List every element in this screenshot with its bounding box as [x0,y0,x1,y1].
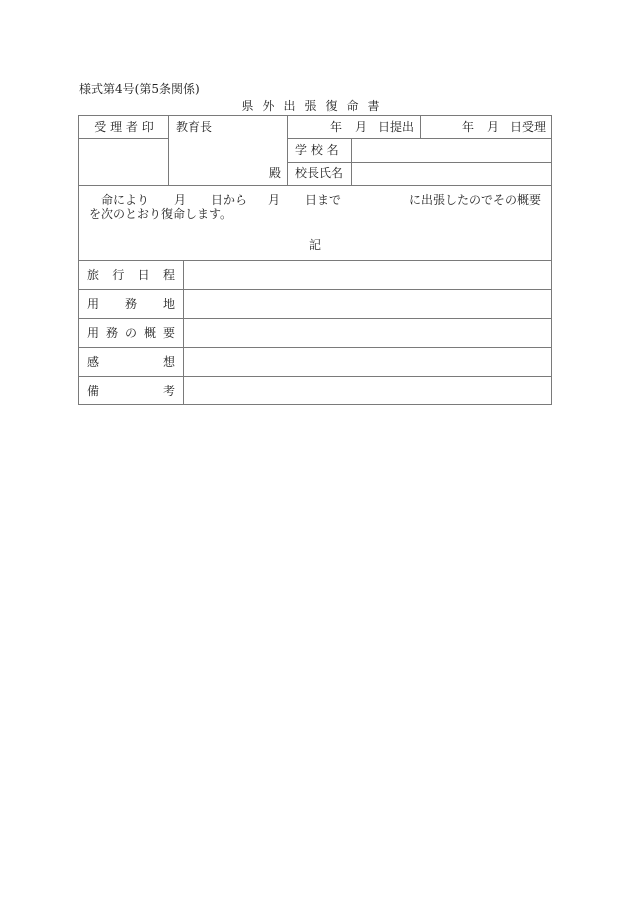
label-char: 要 [162,326,175,340]
addressee-suffix: 殿 [269,166,282,180]
divider [287,162,552,163]
label-char: の [124,326,137,340]
principal-name-field[interactable] [353,164,549,184]
row-label-business-summary [87,326,175,340]
table-border-bottom [78,404,552,405]
divider [183,260,184,405]
divider [78,289,552,290]
principal-name-label: 校長氏名 [295,166,344,180]
submitted-month: 月 [355,120,368,134]
divider [351,138,352,185]
business-summary-field[interactable] [185,320,549,345]
divider [78,318,552,319]
label-char: 務 [124,297,137,311]
row-label-impressions [87,355,175,369]
received-month: 月 [487,120,500,134]
note-mark: 記 [309,238,322,252]
received-day: 日受理 [510,120,547,134]
addressee: 教育長 [176,120,213,134]
row-label-itinerary [87,268,175,282]
school-name-field[interactable] [353,140,549,160]
body-text-day-to: 日まで [305,193,342,207]
divider [78,260,552,261]
row-label-destination [87,297,175,311]
remarks-field[interactable] [185,378,549,402]
body-text-order: 命により [101,193,150,207]
body-text-month-from: 月 [174,193,187,207]
body-text-trip: に出張したのでその概要 [409,193,542,207]
table-border-top [78,115,552,116]
label-char: 用 [87,297,100,311]
divider [78,185,552,186]
document-title: 県外出張復命書 [241,99,389,113]
itinerary-field[interactable] [185,262,549,287]
label-char: 行 [112,268,125,282]
body-text-day-from: 日から [211,193,248,207]
impressions-field[interactable] [185,349,549,374]
label-char: 考 [162,384,175,398]
label-char: 感 [87,355,100,369]
receiver-seal-field[interactable] [80,139,167,184]
destination-field[interactable] [185,291,549,316]
label-char: 地 [162,297,175,311]
submitted-year: 年 [330,120,343,134]
divider [287,115,288,185]
receiver-seal-label: 受 理 者 印 [94,120,154,134]
form-number: 様式第4号(第5条関係) [79,82,200,96]
label-char: 想 [162,355,175,369]
label-char: 旅 [87,268,100,282]
label-char: 用 [87,326,100,340]
divider [287,138,552,139]
row-label-remarks [87,384,175,398]
divider [78,347,552,348]
label-char: 務 [105,326,118,340]
school-name-label: 学 校 名 [295,143,339,157]
label-char: 概 [143,326,156,340]
received-year: 年 [462,120,475,134]
submitted-day: 日提出 [378,120,415,134]
body-text-month-to: 月 [268,193,281,207]
divider [78,376,552,377]
label-char: 程 [162,268,175,282]
divider [168,115,169,185]
label-char: 備 [87,384,100,398]
body-text-line2: を次のとおり復命します。 [89,207,233,221]
divider [420,115,421,138]
label-char: 日 [137,268,150,282]
